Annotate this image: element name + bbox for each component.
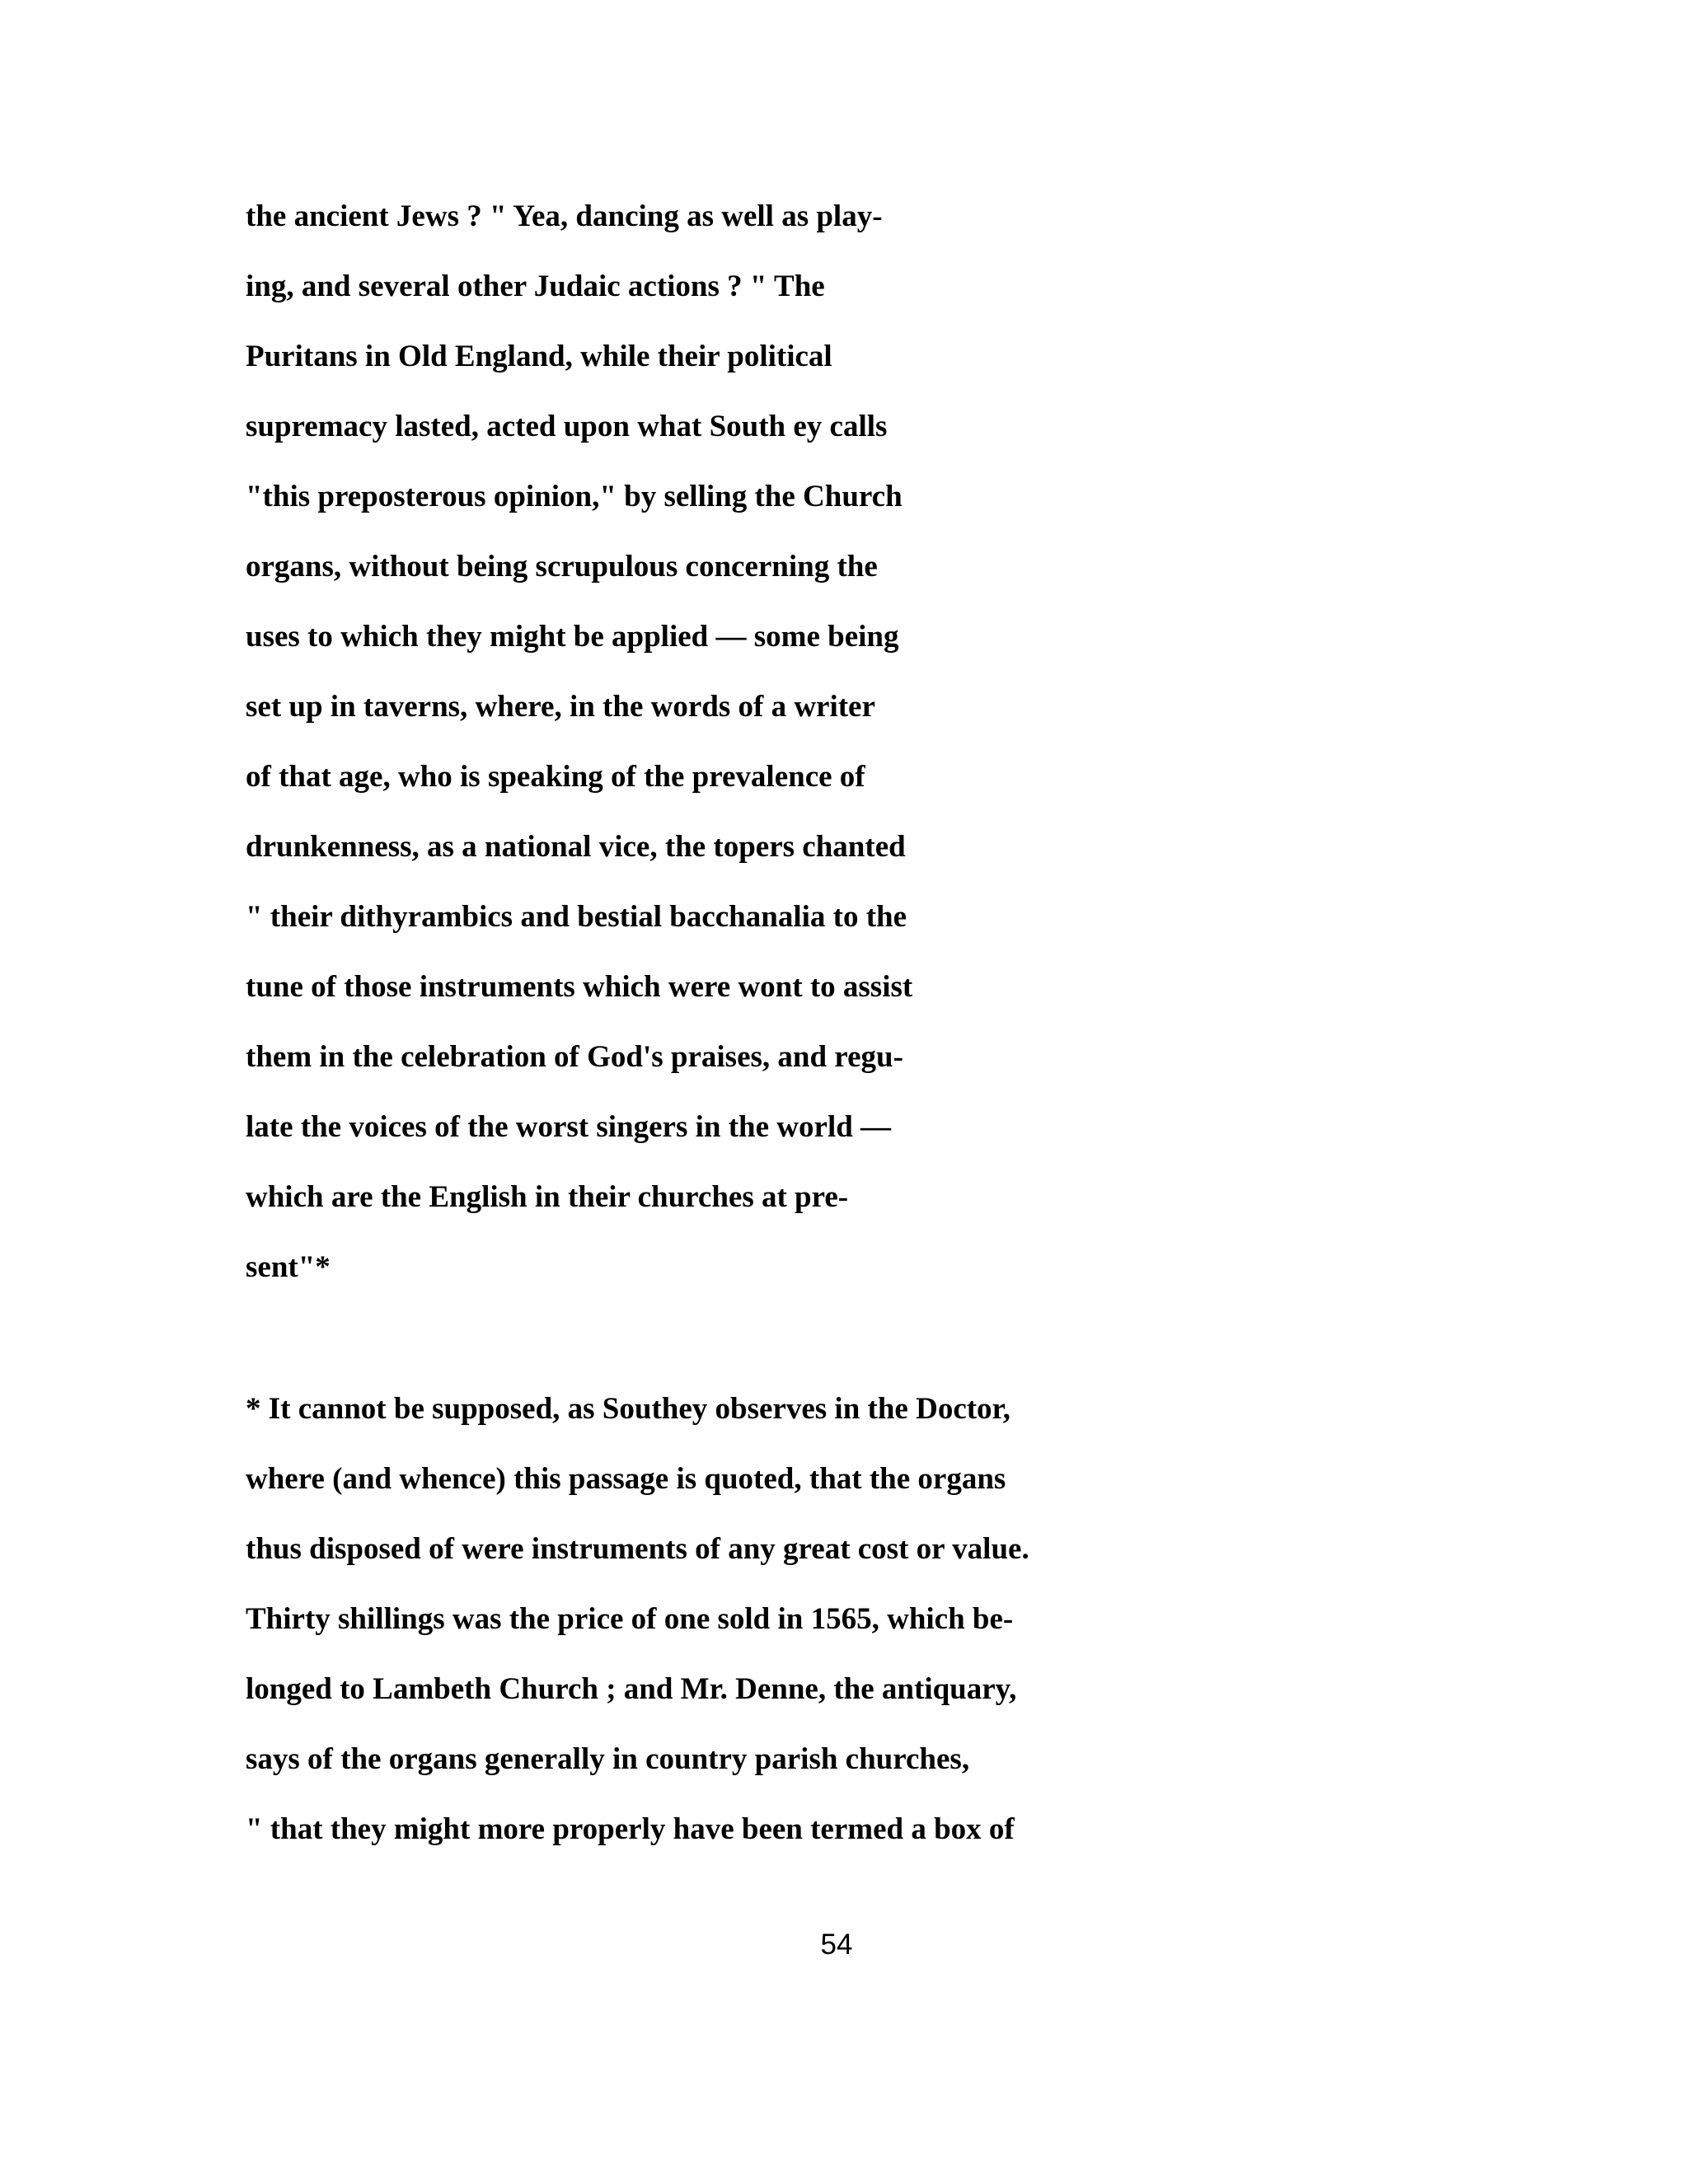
body-line: supremacy lasted, acted upon what South ey calls — [246, 410, 888, 443]
footnote — [246, 1386, 1482, 1877]
body-line: of that age, who is speaking of the prevalence of — [246, 760, 865, 794]
body-line: "this preposterous opinion," by selling the Church — [246, 480, 903, 513]
page-number: 54 — [820, 1929, 853, 1961]
body-line: tune of those instruments which were wont to assist — [246, 970, 913, 1004]
footnote-line: * It cannot be supposed, as Southey observes in the Doctor, — [246, 1392, 1010, 1426]
body-line: sent"* — [246, 1250, 331, 1284]
body-line: drunkenness, as a national vice, the topers chanted — [246, 830, 906, 864]
footnote-line: Thirty shillings was the price of one sold in 1565, which be- — [246, 1602, 1014, 1636]
footnote-line: says of the organs generally in country parish churches, — [246, 1742, 970, 1776]
footnote-line: longed to Lambeth Church ; and Mr. Denne, the antiquary, — [246, 1672, 1017, 1706]
body-line: set up in taverns, where, in the words of a writer — [246, 690, 875, 724]
body-line: late the voices of the worst singers in the world — — [246, 1110, 892, 1144]
body-line: Puritans in Old England, while their political — [246, 340, 832, 373]
body-line: the ancient Jews ? " Yea, dancing as well as play- — [246, 199, 883, 233]
body-line: which are the English in their churches at pre- — [246, 1180, 849, 1214]
body-line: organs, without being scrupulous concerning the — [246, 550, 878, 583]
body-line: ing, and several other Judaic actions ? " The — [246, 269, 825, 303]
body-line: uses to which they might be applied — some being — [246, 620, 899, 654]
footnote-line: where (and whence) this passage is quoted, that the organs — [246, 1462, 1006, 1496]
body-line: them in the celebration of God's praises, and regu- — [246, 1040, 903, 1074]
footnote-line: thus disposed of were instruments of any great cost or value. — [246, 1532, 1029, 1566]
body-line: " their dithyrambics and bestial bacchanalia to the — [246, 900, 907, 934]
footnote-line: " that they might more properly have been termed a box of — [246, 1812, 1015, 1846]
body-text — [246, 194, 1482, 1315]
